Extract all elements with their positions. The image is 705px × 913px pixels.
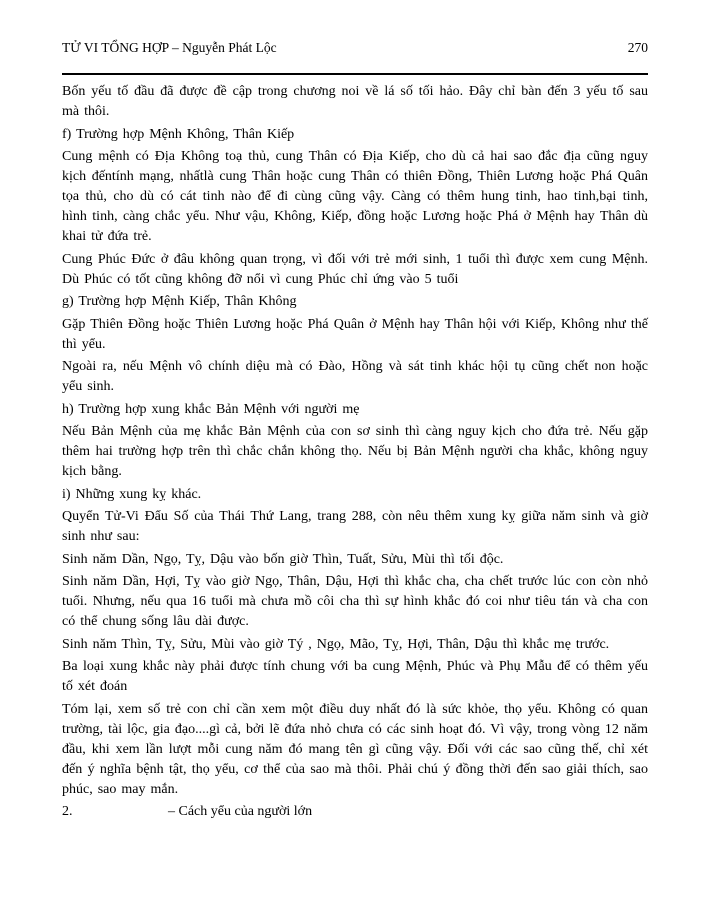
list-item-label: – Cách yểu của người lớn [168,804,313,819]
paragraph: Bốn yếu tố đầu đã được đề cập trong chương noi về lá số tối hảo. Đây chỉ bàn đến 3 yếu tố sau mà thôi. [62,84,648,119]
paragraph: Nếu Bản Mệnh của mẹ khắc Bản Mệnh của con sơ sinh thì càng nguy kịch cho đứa trẻ. Nếu gặp thêm hai trường hợp trên thì chắc chắn không thọ. Nếu bị Bản Mệnh người cha khắc, không nguy kịch bằng. [62,424,648,479]
page-number: 270 [627,40,648,55]
paragraph: Cung mệnh có Địa Không toạ thủ, cung Thân có Địa Kiếp, cho dù cả hai sao đắc địa cũng nguy kịch đếntính mạng, nhấtlà cung Thân hoặc cung Thân có thiên Đồng, Thiên Lương hoặc Phá Quân tọa thủ, cho dù có cát tinh nào để đi cùng cũng vậy. Càng có thêm hung tinh, hao tinh,bại tinh, hình tinh, càng chắc yểu. Như vậu, Không, Kiếp, đồng hoặc Lương hoặc Phá ở Mệnh hay Thân dù khai tử đứa trẻ. [62,149,648,244]
section-heading-h: h) Trường hợp xung khắc Bản Mệnh với người mẹ [62,401,360,417]
paragraph: Ba loại xung khắc này phải được tính chung với ba cung Mệnh, Phúc và Phụ Mẫu để có thêm yếu tố xét đoán [62,659,648,694]
paragraph: Sinh năm Thìn, Tỵ, Sửu, Mùi vào giờ Tý , Ngọ, Mão, Tỵ, Hợi, Thân, Dậu thì khắc mẹ trước. [62,636,610,652]
page-header [62,40,648,73]
paragraph: Tóm lại, xem số trẻ con chỉ cần xem một điều duy nhất đó là sức khỏe, thọ yểu. Không có quan trường, tài lộc, gia đạo....gì cả, bởi lẽ đứa nhỏ chưa có các sinh hoạt đó. Vì vậy, trong vòng 12 năm đầu, khi xem lần lượt mỗi cung năm đó mang tên gì cũng vậy. Đối với các sao cũng thế, chỉ xét đến ý nghĩa bệnh tật, thọ yểu, cơ thể của sao mà thôi. Phải chú ý đồng thời đến sao giải thích, sao phúc, sao may mắn. [62,701,648,797]
section-heading-i: i) Những xung kỵ khác. [62,486,202,502]
paragraph: Cung Phúc Đức ở đâu không quan trọng, vì đối với trẻ mới sinh, 1 tuổi thì được xem cung Mệnh. Dù Phúc có tốt cũng không đỡ nổi vì cung Phúc chỉ ứng vào 5 tuổi [62,251,648,287]
page-content [62,82,648,822]
paragraph: Sinh năm Dần, Hợi, Tỵ vào giờ Ngọ, Thân, Dậu, Hợi thì khắc cha, cha chết trước lúc con còn nhỏ tuổi. Nhưng, nếu qua 16 tuổi mà chưa mồ côi cha thì sự hình khắc đó coi như tiêu tán và cha con có thể chung sống lâu dài được. [62,574,648,629]
paragraph: Gặp Thiên Đồng hoặc Thiên Lương hoặc Phá Quân ở Mệnh hay Thân hội với Kiếp, Không như thế thì yểu. [62,316,648,352]
paragraph: Ngoài ra, nếu Mệnh vô chính diệu mà có Đào, Hồng và sát tinh khác hội tụ cũng chết non hoặc yểu sinh. [62,359,648,394]
section-heading-g: g) Trường hợp Mệnh Kiếp, Thân Không [62,294,297,309]
header-divider [62,73,648,75]
paragraph: Quyển Tử-Vi Đẩu Số của Thái Thứ Lang, trang 288, còn nêu thêm xung kỵ giữa năm sinh và giờ sinh như sau: [62,509,648,544]
list-item-number: 2. [62,804,73,819]
section-heading-f: f) Trường hợp Mệnh Không, Thân Kiếp [62,126,295,142]
paragraph: Sinh năm Dần, Ngọ, Tỵ, Dậu vào bốn giờ Thìn, Tuất, Sửu, Mùi thì tối độc. [62,551,504,567]
book-title: TỬ VI TỔNG HỢP – Nguyễn Phát Lộc [62,40,277,55]
numbered-list-item [62,802,648,822]
